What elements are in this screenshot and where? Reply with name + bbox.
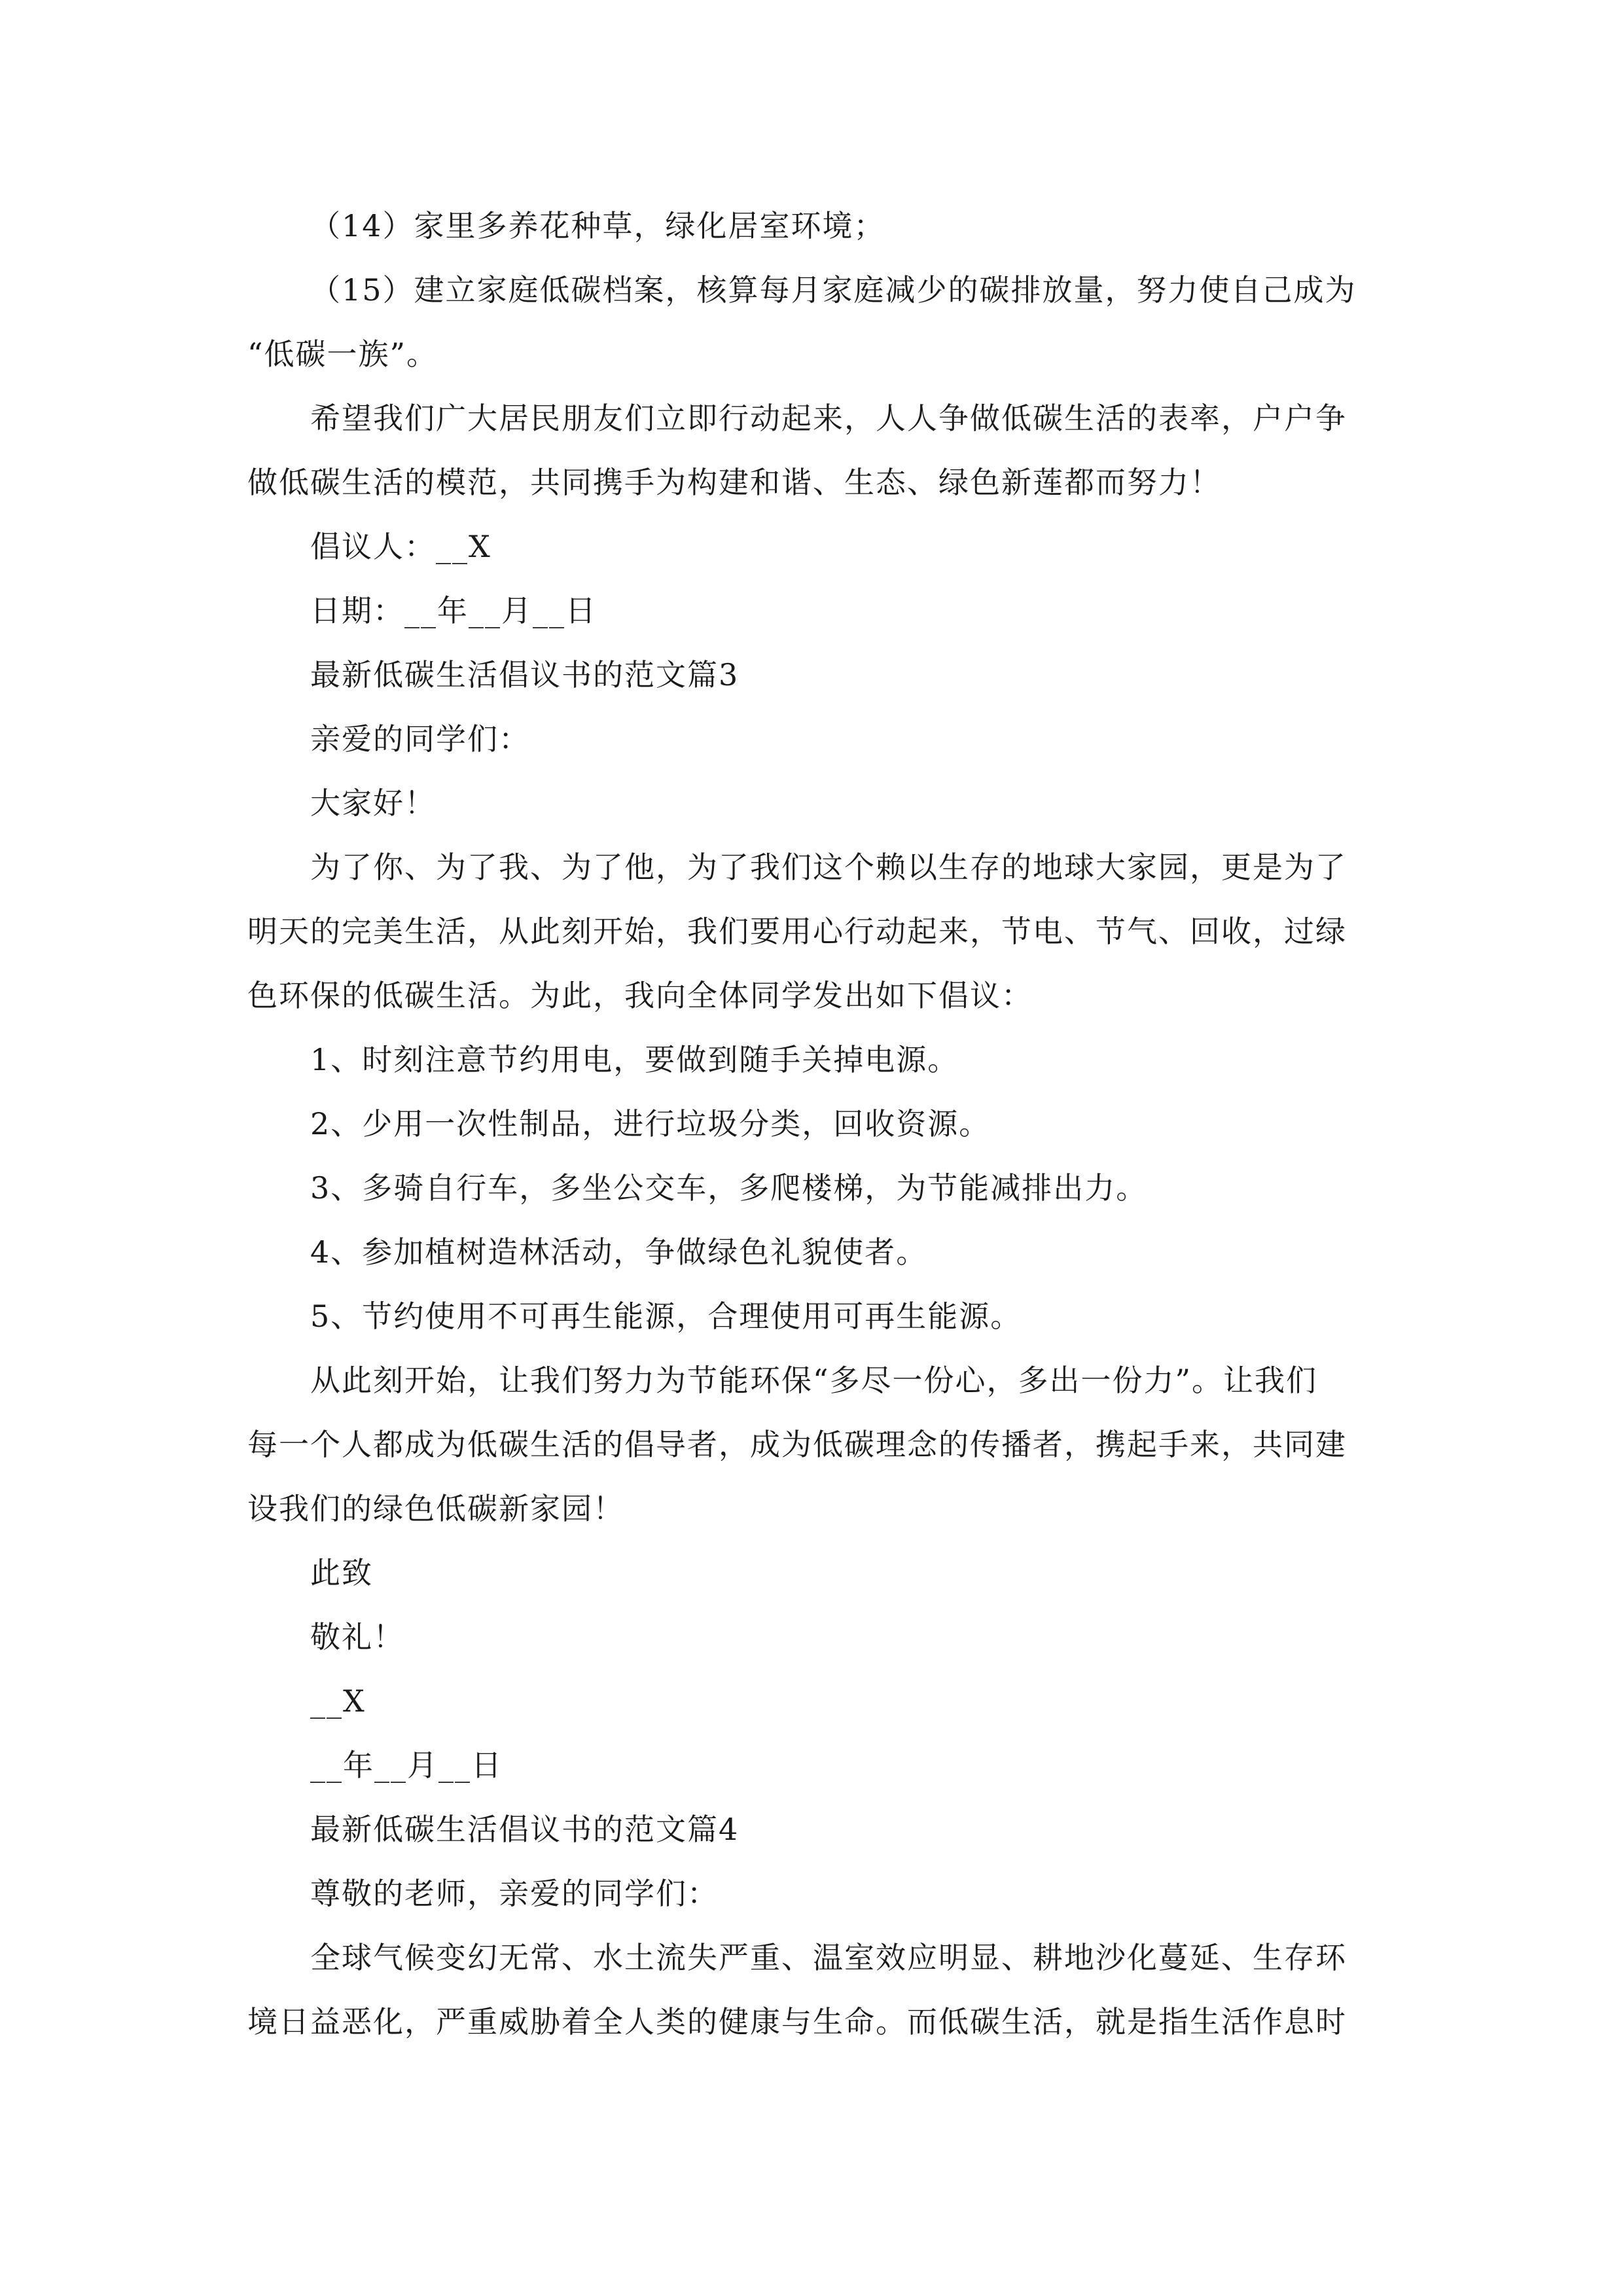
text-line: 1、时刻注意节约用电，要做到随手关掉电源。	[310, 1042, 959, 1077]
text-line: 为了你、为了我、为了他，为了我们这个赖以生存的地球大家园，更是为了	[310, 850, 1347, 885]
text-line: 做低碳生活的模范，共同携手为构建和谐、生态、绿色新莲都而努力！	[247, 465, 1221, 500]
text-line-block	[247, 1284, 1380, 1348]
text-line: 尊敬的老师，亲爱的同学们：	[310, 1876, 719, 1911]
text-line-block	[247, 1605, 1380, 1669]
text-line: 倡议人：__X	[310, 529, 491, 564]
text-line-block	[247, 643, 1380, 707]
text-line-block	[247, 707, 1380, 771]
text-line: （15）建立家庭低碳档案，核算每月家庭减少的碳排放量，努力使自己成为	[310, 272, 1357, 308]
text-line-block	[247, 1861, 1380, 1926]
document-page	[247, 194, 1380, 2054]
text-line: 3、多骑自行车，多坐公交车，多爬楼梯，为节能减排出力。	[310, 1170, 1148, 1206]
text-line: 希望我们广大居民朋友们立即行动起来，人人争做低碳生活的表率，户户争	[310, 401, 1347, 436]
text-line: 色环保的低碳生活。为此，我向全体同学发出如下倡议：	[247, 978, 1033, 1013]
text-line: 最新低碳生活倡议书的范文篇3	[310, 657, 740, 692]
text-line: 每一个人都成为低碳生活的倡导者，成为低碳理念的传播者，携起手来，共同建	[247, 1427, 1347, 1462]
paragraph	[247, 1926, 1380, 2054]
text-line-block	[247, 1541, 1380, 1605]
text-line: 5、节约使用不可再生能源，合理使用可再生能源。	[310, 1299, 1022, 1334]
text-line: （14）家里多养花种草，绿化居室环境；	[310, 208, 885, 243]
text-line: 日期：__年__月__日	[310, 593, 597, 628]
paragraph	[247, 386, 1380, 514]
text-line: 此致	[310, 1555, 373, 1590]
text-line: __年__月__日	[310, 1748, 503, 1783]
text-line: 设我们的绿色低碳新家园！	[247, 1491, 624, 1526]
text-line-block	[247, 1669, 1380, 1733]
text-line: 2、少用一次性制品，进行垃圾分类，回收资源。	[310, 1106, 991, 1141]
text-line: 敬礼！	[310, 1619, 404, 1655]
text-line-block	[247, 1156, 1380, 1220]
text-line: “低碳一族”。	[247, 336, 438, 372]
text-line: __X	[310, 1683, 366, 1719]
text-line: 最新低碳生活倡议书的范文篇4	[310, 1812, 740, 1847]
text-line: 明天的完美生活，从此刻开始，我们要用心行动起来，节电、节气、回收，过绿	[247, 914, 1347, 949]
text-line-block	[247, 1733, 1380, 1797]
text-line-block	[247, 1220, 1380, 1284]
paragraph	[247, 835, 1380, 1028]
paragraph	[247, 1348, 1380, 1541]
text-line-block	[247, 194, 1380, 258]
text-line: 境日益恶化，严重威胁着全人类的健康与生命。而低碳生活，就是指生活作息时	[247, 2004, 1347, 2039]
text-line: 大家好！	[310, 785, 436, 821]
text-line-block	[247, 579, 1380, 643]
text-line-block	[247, 1028, 1380, 1092]
text-line-block	[247, 1092, 1380, 1156]
text-line: 全球气候变幻无常、水土流失严重、温室效应明显、耕地沙化蔓延、生存环	[310, 1940, 1347, 1975]
text-line-block	[247, 1797, 1380, 1861]
text-line: 亲爱的同学们：	[310, 721, 530, 757]
text-line: 从此刻开始，让我们努力为节能环保“多尽一份心，多出一份力”。让我们	[310, 1363, 1318, 1398]
text-line-block	[247, 514, 1380, 579]
text-line-block	[247, 771, 1380, 835]
text-line: 4、参加植树造林活动，争做绿色礼貌使者。	[310, 1234, 928, 1270]
paragraph	[247, 258, 1380, 386]
